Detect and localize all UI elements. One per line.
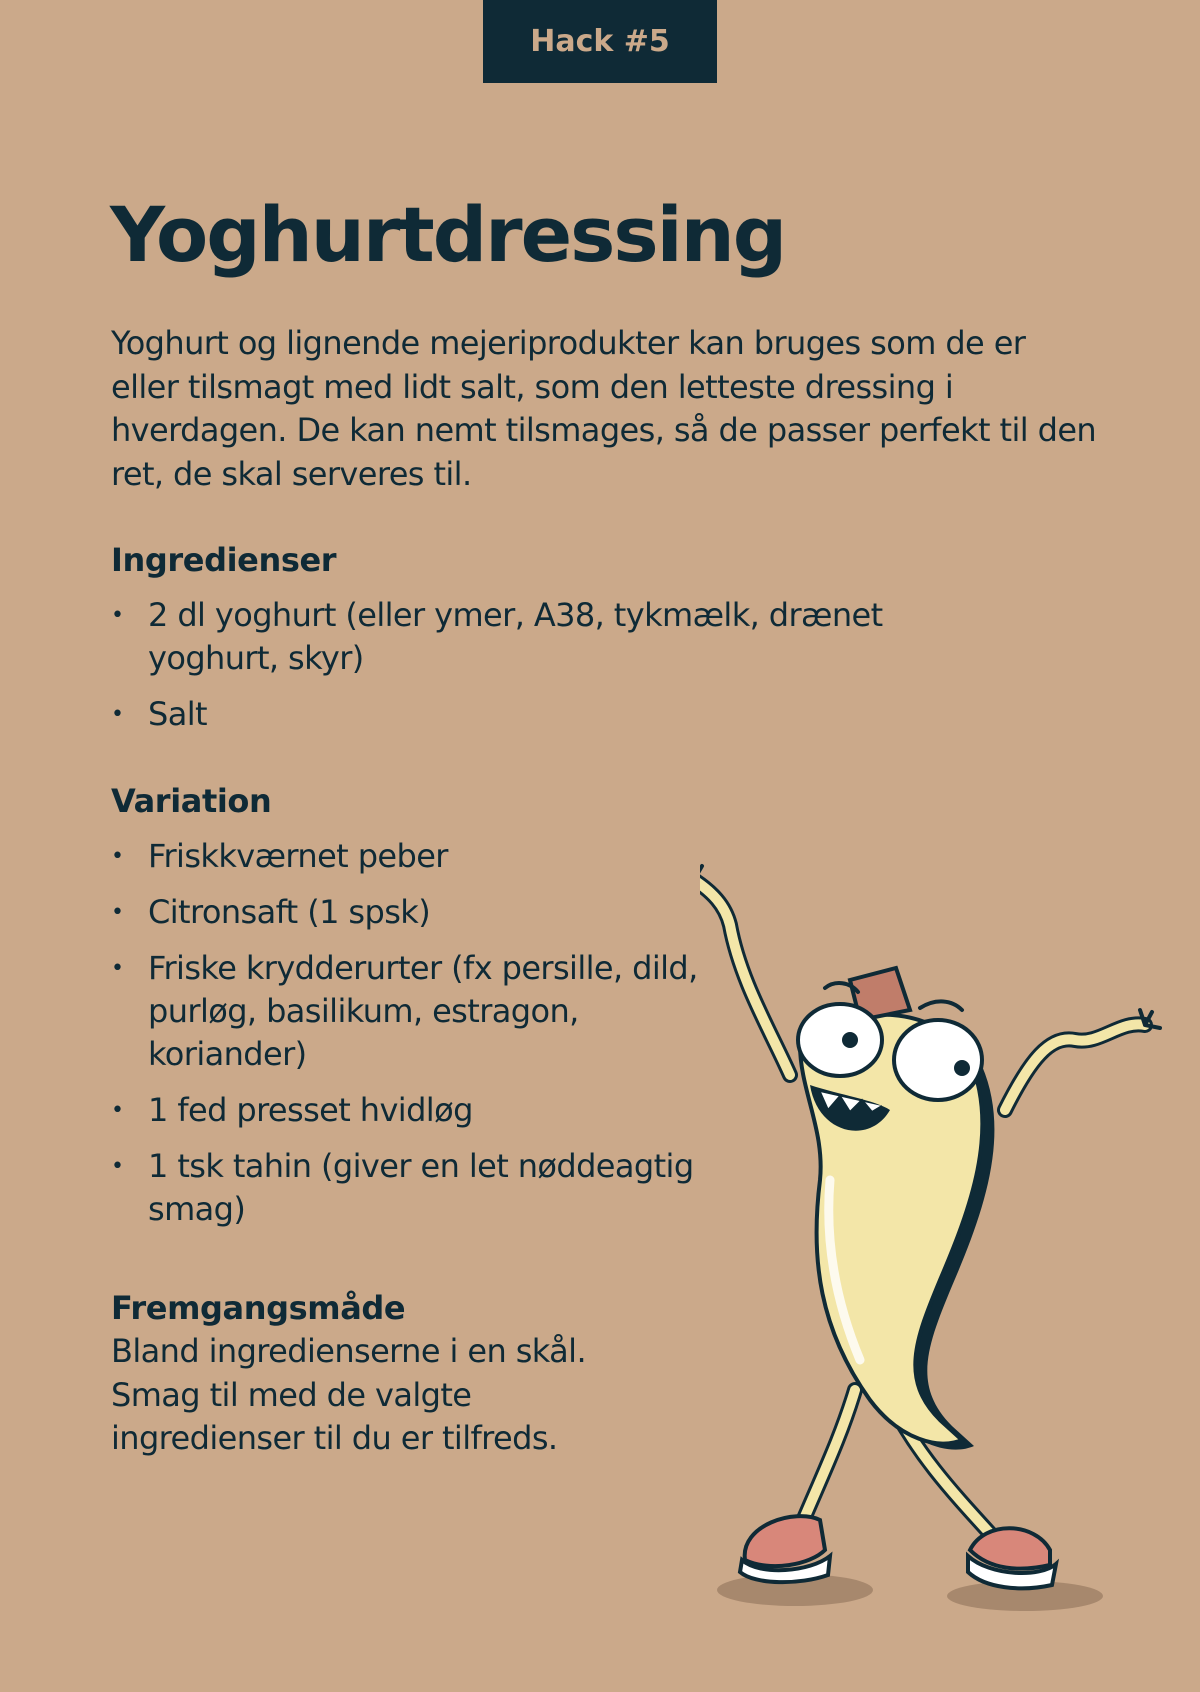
variation-list <box>111 835 701 1244</box>
method-text: Bland ingredienserne i en skål. Smag til med de valgte ingredienser til du er tilfreds. <box>111 1332 587 1457</box>
dancing-yoghurt-mascot-icon <box>700 860 1180 1660</box>
page-title: Yoghurtdressing <box>110 190 786 279</box>
list-item: • 1 tsk tahin (giver en let nøddeagtig smag) <box>111 1145 701 1231</box>
hack-number-tab: Hack #5 <box>483 0 717 83</box>
intro-paragraph: Yoghurt og lignende mejeriprodukter kan bruges som de er eller tilsmagt med lidt salt, som den letteste dressing i hverdagen. De kan nemt tilsmages, så de passer perfekt til den ret, de skal serveres til. <box>111 324 1097 493</box>
variation-heading: Variation <box>111 782 272 820</box>
ingredients-heading: Ingredienser <box>111 541 337 579</box>
list-item: • Salt <box>111 693 991 736</box>
method-heading: Fremgangsmåde <box>111 1289 406 1327</box>
list-item: • 2 dl yoghurt (eller ymer, A38, tykmælk, drænet yoghurt, skyr) <box>111 594 991 680</box>
list-item: • Citronsaft (1 spsk) <box>111 891 701 934</box>
list-item: • 1 fed presset hvidløg <box>111 1089 701 1132</box>
list-item: • Friskkværnet peber <box>111 835 701 878</box>
list-item: • Friske krydderurter (fx persille, dild, purløg, basilikum, estragon, koriander) <box>111 947 701 1076</box>
ingredients-list <box>111 594 991 749</box>
